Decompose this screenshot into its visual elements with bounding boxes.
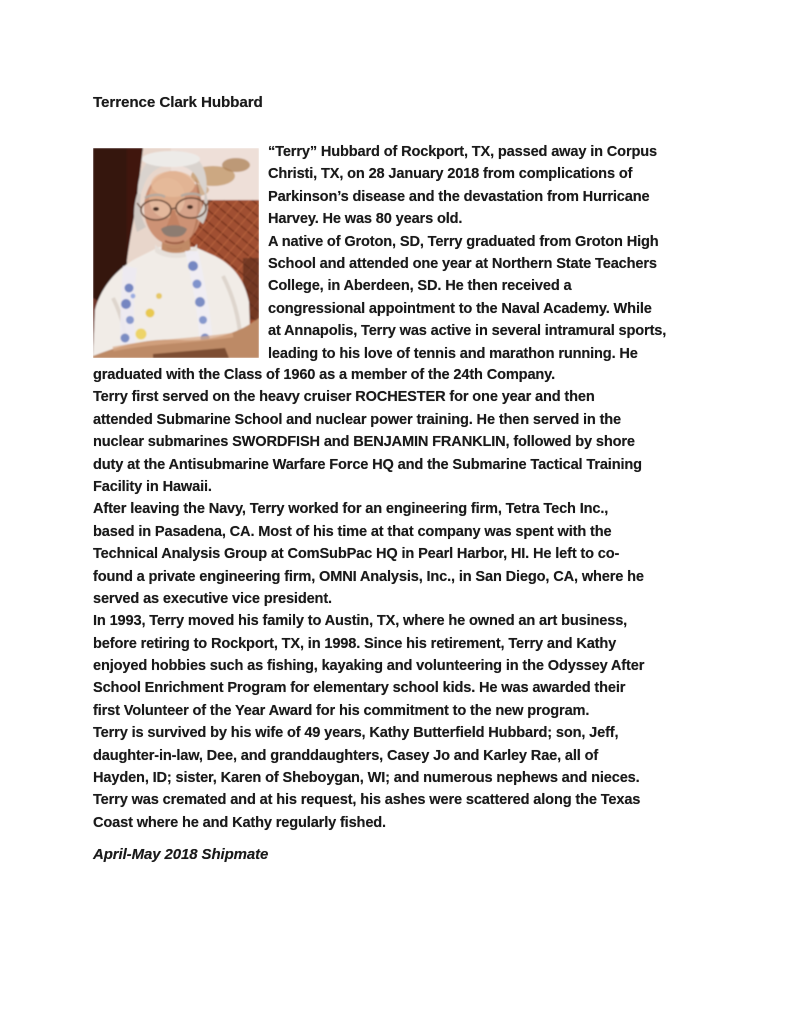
text-line: attended Submarine School and nuclear power training. He then served in the [93,411,622,428]
text-line: “Terry” Hubbard of Rockport, TX, passed away in Corpus [268,144,657,160]
blue-print [126,316,134,324]
portrait-photo [93,148,259,358]
text-line: duty at the Antisubmarine Warfare Force HQ and the Submarine Tactical Training [93,456,642,473]
blue-print [121,299,131,309]
text-line: Terry is survived by his wife of 49 years, Kathy Butterfield Hubbard; son, Jeff, [93,725,619,742]
blue-print [193,280,202,289]
foliage-blob [222,158,250,172]
blue-print [188,261,198,271]
blue-print [195,297,205,307]
text-line: Hayden, ID; sister, Karen of Sheboygan, WI; and numerous nephews and nieces. [93,770,640,787]
glasses-bridge [171,208,176,209]
text-line: Technical Analysis Group at ComSubPac HQ in Pearl Harbor, HI. He left to co- [93,546,620,563]
text-line: first Volunteer of the Year Award for his commitment to the new program. [93,702,590,719]
text-line: graduated with the Class of 1960 as a member of the 24th Company. [93,367,555,383]
text-line: College, in Aberdeen, SD. He then received a [268,278,572,295]
text-line: nuclear submarines SWORDFISH and BENJAMIN FRANKLIN, followed by shore [93,434,635,451]
text-line: Christi, TX, on 28 January 2018 from complications of [268,166,633,183]
text-line: daughter-in-law, Dee, and granddaughters, Casey Jo and Karley Rae, all of [93,747,599,764]
portrait-photo-illustration [93,148,259,358]
blue-print [199,316,207,324]
intro-text-block [268,141,666,365]
text-line: Terry was cremated and at his request, his ashes were scattered along the Texas [93,792,641,809]
text-line: Parkinson’s disease and the devastation from Hurricane [268,188,650,205]
text-line: Coast where he and Kathy regularly fished. [93,814,386,831]
text-line: congressional appointment to the Naval Academy. While [268,300,652,317]
text-line: School Enrichment Program for elementary school kids. He was awarded their [93,680,626,697]
page-title: Terrence Clark Hubbard [93,94,263,111]
text-line: leading to his love of tennis and marathon running. He [268,345,638,362]
left-eye [153,207,159,211]
text-line: served as executive vice president. [93,590,332,607]
text-line: Harvey. He was 80 years old. [268,211,463,228]
right-eye [187,205,193,209]
text-line: A native of Groton, SD, Terry graduated from Groton High [268,233,659,250]
text-line: Facility in Hawaii. [93,478,212,495]
text-line: based in Pasadena, CA. Most of his time at that company was spent with the [93,523,612,540]
text-line: enjoyed hobbies such as fishing, kayaking and volunteering in the Odyssey After [93,658,645,675]
blue-print [131,294,136,299]
blue-print [125,284,134,293]
text-line: School and attended one year at Northern State Teachers [268,255,657,272]
yellow-spot [136,329,147,340]
text-line: In 1993, Terry moved his family to Austin, TX, where he owned an art business, [93,613,628,630]
text-line: Terry first served on the heavy cruiser ROCHESTER for one year and then [93,389,595,406]
yellow-spot [156,293,162,299]
text-line: After leaving the Navy, Terry worked for an engineering firm, Tetra Tech Inc., [93,501,609,518]
text-line: at Annapolis, Terry was active in several intramural sports, [268,323,667,340]
source-citation: April-May 2018 Shipmate [93,846,269,863]
blue-print [121,334,130,343]
photo-scene [93,148,259,358]
yellow-spot [146,309,155,318]
hair-highlight [142,151,200,167]
body-text-block [93,364,644,834]
text-line: before retiring to Rockport, TX, in 1998. Since his retirement, Terry and Kathy [93,635,617,652]
text-line: found a private engineering firm, OMNI Analysis, Inc., in San Diego, CA, where he [93,568,644,585]
